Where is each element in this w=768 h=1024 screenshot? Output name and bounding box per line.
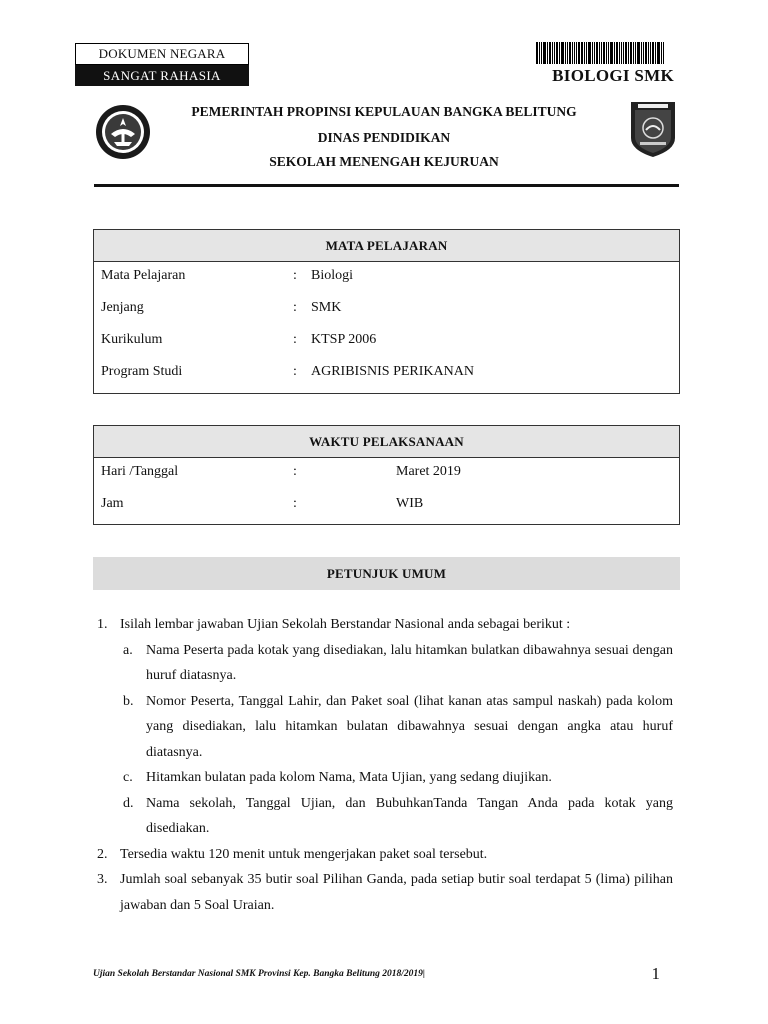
barcode-bar: [588, 42, 591, 64]
info-value: AGRIBISNIS PERIKANAN: [311, 364, 474, 379]
barcode-bar: [536, 42, 538, 64]
barcode-bar: [592, 42, 593, 64]
waktu-pelaksanaan-box: [93, 425, 680, 525]
info-row: [94, 294, 679, 326]
barcode-bar: [635, 42, 636, 64]
list-number: 1.: [97, 617, 108, 632]
tut-wuri-handayani-emblem-icon: [95, 104, 151, 160]
instruction-list: [97, 612, 673, 918]
subject-title: BIOLOGI SMK: [552, 66, 674, 85]
mata-pelajaran-box: [93, 229, 680, 394]
petunjuk-umum-title: PETUNJUK UMUM: [93, 557, 680, 590]
page-footer: Ujian Sekolah Berstandar Nasional SMK Provinsi Kep. Bangka Belitung 2018/2019|: [93, 969, 426, 979]
info-colon: :: [293, 364, 297, 379]
classification-line-2: SANGAT RAHASIA: [75, 65, 249, 86]
list-subitem: [97, 791, 673, 842]
header-school: SEKOLAH MENENGAH KEJURUAN: [269, 154, 499, 169]
list-text: Jumlah soal sebanyak 35 butir soal Pilihan Ganda, pada setiap butir soal terdapat 5 (lima) pilihan jawaban dan 5 Soal Uraian.: [120, 872, 673, 913]
barcode-bar: [641, 42, 642, 64]
barcode-bar: [621, 42, 622, 64]
info-value: WIB: [396, 496, 424, 511]
info-row: [94, 358, 679, 390]
barcode-bar: [569, 42, 571, 64]
barcode-bar: [619, 42, 620, 64]
provinsi-bangka-belitung-shield-icon: [628, 100, 678, 158]
barcode-bar: [556, 42, 558, 64]
barcode-bar: [567, 42, 568, 64]
header-department: DINAS PENDIDIKAN: [317, 130, 451, 145]
barcode-bar: [655, 42, 656, 64]
barcode-bar: [663, 42, 664, 64]
barcode-bar: [630, 42, 632, 64]
list-letter: a.: [123, 642, 133, 658]
list-text: Isilah lembar jawaban Ujian Sekolah Berstandar Nasional anda sebagai berikut :: [120, 617, 571, 632]
barcode-icon: [536, 42, 692, 64]
barcode-bar: [616, 42, 618, 64]
barcode-bar: [603, 42, 605, 64]
info-key: Jam: [101, 496, 124, 511]
barcode-bar: [645, 42, 647, 64]
list-subitem: [97, 765, 673, 791]
list-item: [97, 842, 673, 868]
list-text: Nomor Peserta, Tanggal Lahir, dan Paket soal (lihat kanan atas sampul naskah) pada kolom yang disediakan, lalu hitamkan bulatan dibawahnya sesuai dengan angka atau huruf diatasnya.: [146, 693, 673, 760]
info-row: [94, 262, 679, 294]
info-colon: :: [293, 268, 297, 283]
barcode-bar: [596, 42, 598, 64]
barcode-bar: [601, 42, 602, 64]
barcode-bar: [578, 42, 580, 64]
barcode-bar: [637, 42, 640, 64]
info-row: [94, 458, 679, 490]
header-government: PEMERINTAH PROPINSI KEPULAUAN BANGKA BELITUNG: [191, 104, 577, 119]
waktu-title: WAKTU PELAKSANAAN: [94, 426, 679, 458]
barcode-bar: [574, 42, 575, 64]
info-colon: :: [293, 464, 297, 479]
list-letter: c.: [123, 770, 133, 785]
barcode-bar: [657, 42, 660, 64]
barcode-bar: [643, 42, 644, 64]
barcode-bar: [559, 42, 560, 64]
info-key: Kurikulum: [101, 332, 163, 347]
info-row: [94, 326, 679, 358]
list-text: Nama sekolah, Tanggal Ujian, dan BubuhkanTanda Tangan Anda pada kotak yang disediakan.: [146, 795, 673, 836]
page-number: 1: [651, 964, 660, 983]
info-value: Maret 2019: [396, 464, 461, 479]
barcode-bar: [554, 42, 555, 64]
barcode-bar: [652, 42, 654, 64]
classification-stamp: [75, 43, 249, 86]
barcode-bar: [625, 42, 627, 64]
barcode-bar: [610, 42, 613, 64]
info-key: Jenjang: [101, 300, 144, 315]
barcode-bar: [584, 42, 585, 64]
barcode-bar: [586, 42, 587, 64]
info-colon: :: [293, 496, 297, 511]
barcode-bar: [549, 42, 551, 64]
list-subitem: [97, 638, 673, 689]
info-colon: :: [293, 332, 297, 347]
info-row: [94, 490, 679, 522]
info-key: Mata Pelajaran: [101, 268, 186, 283]
barcode-bar: [599, 42, 600, 64]
list-text: Nama Peserta pada kotak yang disediakan, lalu hitamkan bulatkan dibawahnya sesuai dengan huruf diatasnya.: [146, 642, 673, 683]
list-letter: b.: [123, 693, 134, 709]
barcode-bar: [606, 42, 607, 64]
info-value: Biologi: [311, 268, 354, 283]
info-colon: :: [293, 300, 297, 315]
barcode-bar: [541, 42, 542, 64]
mata-pelajaran-title: MATA PELAJARAN: [94, 230, 679, 262]
barcode-bar: [547, 42, 548, 64]
barcode-bar: [543, 42, 546, 64]
info-key: Hari /Tanggal: [101, 464, 179, 479]
barcode-bar: [561, 42, 564, 64]
list-item: [97, 867, 673, 918]
barcode-bar: [539, 42, 540, 64]
barcode-bar: [650, 42, 651, 64]
barcode-bar: [628, 42, 629, 64]
list-letter: d.: [123, 795, 134, 811]
info-value: KTSP 2006: [311, 332, 377, 347]
barcode-bar: [572, 42, 573, 64]
list-text: Hitamkan bulatan pada kolom Nama, Mata Ujian, yang sedang diujikan.: [146, 770, 552, 785]
barcode-bar: [623, 42, 624, 64]
barcode-bar: [594, 42, 595, 64]
header-divider: [94, 184, 679, 187]
classification-line-1: DOKUMEN NEGARA: [75, 43, 249, 65]
info-value: SMK: [311, 300, 342, 315]
barcode-bar: [565, 42, 566, 64]
barcode-bar: [614, 42, 615, 64]
list-subitem: [97, 689, 673, 766]
info-key: Program Studi: [101, 364, 183, 379]
barcode-bar: [576, 42, 577, 64]
barcode-bar: [552, 42, 553, 64]
list-number: 3.: [97, 872, 108, 887]
barcode-bar: [661, 42, 662, 64]
barcode-bar: [608, 42, 609, 64]
list-number: 2.: [97, 846, 108, 862]
barcode-bar: [633, 42, 634, 64]
list-text: Tersedia waktu 120 menit untuk mengerjakan paket soal tersebut.: [120, 846, 488, 862]
barcode-bar: [581, 42, 583, 64]
barcode-bar: [648, 42, 649, 64]
list-item: [97, 612, 673, 638]
